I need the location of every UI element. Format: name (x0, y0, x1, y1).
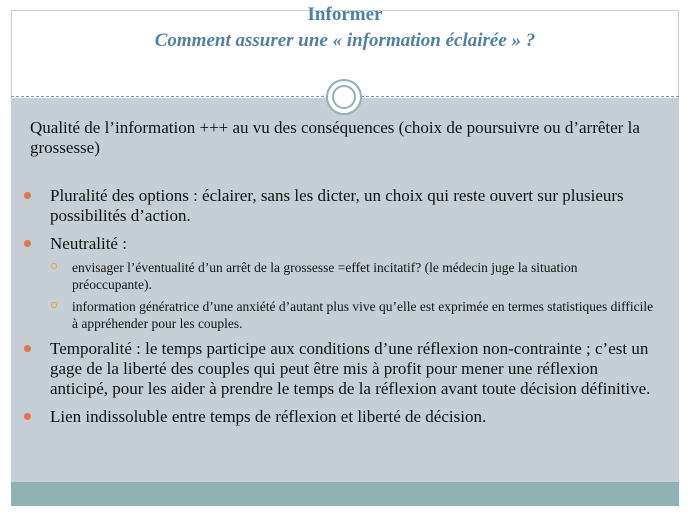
slide-body (30, 118, 660, 427)
bullet-text: Pluralité des options : éclairer, sans les dicter, un choix qui reste ouvert sur plusieurs possibilités d’action. (50, 186, 624, 225)
list-item (30, 234, 660, 254)
sub-bullet-ring-icon (51, 263, 57, 269)
bullet-text: Temporalité : le temps participe aux conditions d’une réflexion non-contrainte ; c’est un gage de la liberté des couples qui peut être mis à profit pour mener une réflexion anticipé, pour les aider à prendre le temps de la réflexion avant toute décision définitive. (50, 339, 651, 398)
list-item (30, 186, 660, 226)
footer-bar (11, 482, 679, 506)
bullet-dot-icon (24, 345, 31, 352)
bullet-dot-icon (24, 240, 31, 247)
list-item (30, 407, 660, 427)
circle-ornament-inner (332, 85, 356, 109)
sub-bullet-text: envisager l’éventualité d’un arrêt de la grossesse =effet incitatif? (le médecin juge la situation préoccupante). (72, 260, 578, 292)
intro-paragraph: Qualité de l’information +++ au vu des conséquences (choix de poursuivre ou d’arrêter la grossesse) (30, 118, 640, 157)
list-item (30, 339, 660, 399)
bullet-text: Neutralité : (50, 234, 127, 253)
sub-list-item (30, 259, 660, 293)
sub-bullet-ring-icon (51, 302, 57, 308)
sub-bullet-text: information génératrice d’une anxiété d’autant plus vive qu’elle est exprimée en termes statistiques difficile à appréhender pour les couples. (72, 299, 654, 331)
slide-title: Informer (307, 4, 383, 25)
bullet-dot-icon (24, 192, 31, 199)
circle-ornament-icon (326, 79, 362, 115)
bullet-dot-icon (24, 413, 31, 420)
sub-list-item (30, 298, 660, 332)
bullet-text: Lien indissoluble entre temps de réflexion et liberté de décision. (50, 407, 487, 426)
slide-subtitle: Comment assurer une « information éclairée » ? (154, 30, 536, 51)
